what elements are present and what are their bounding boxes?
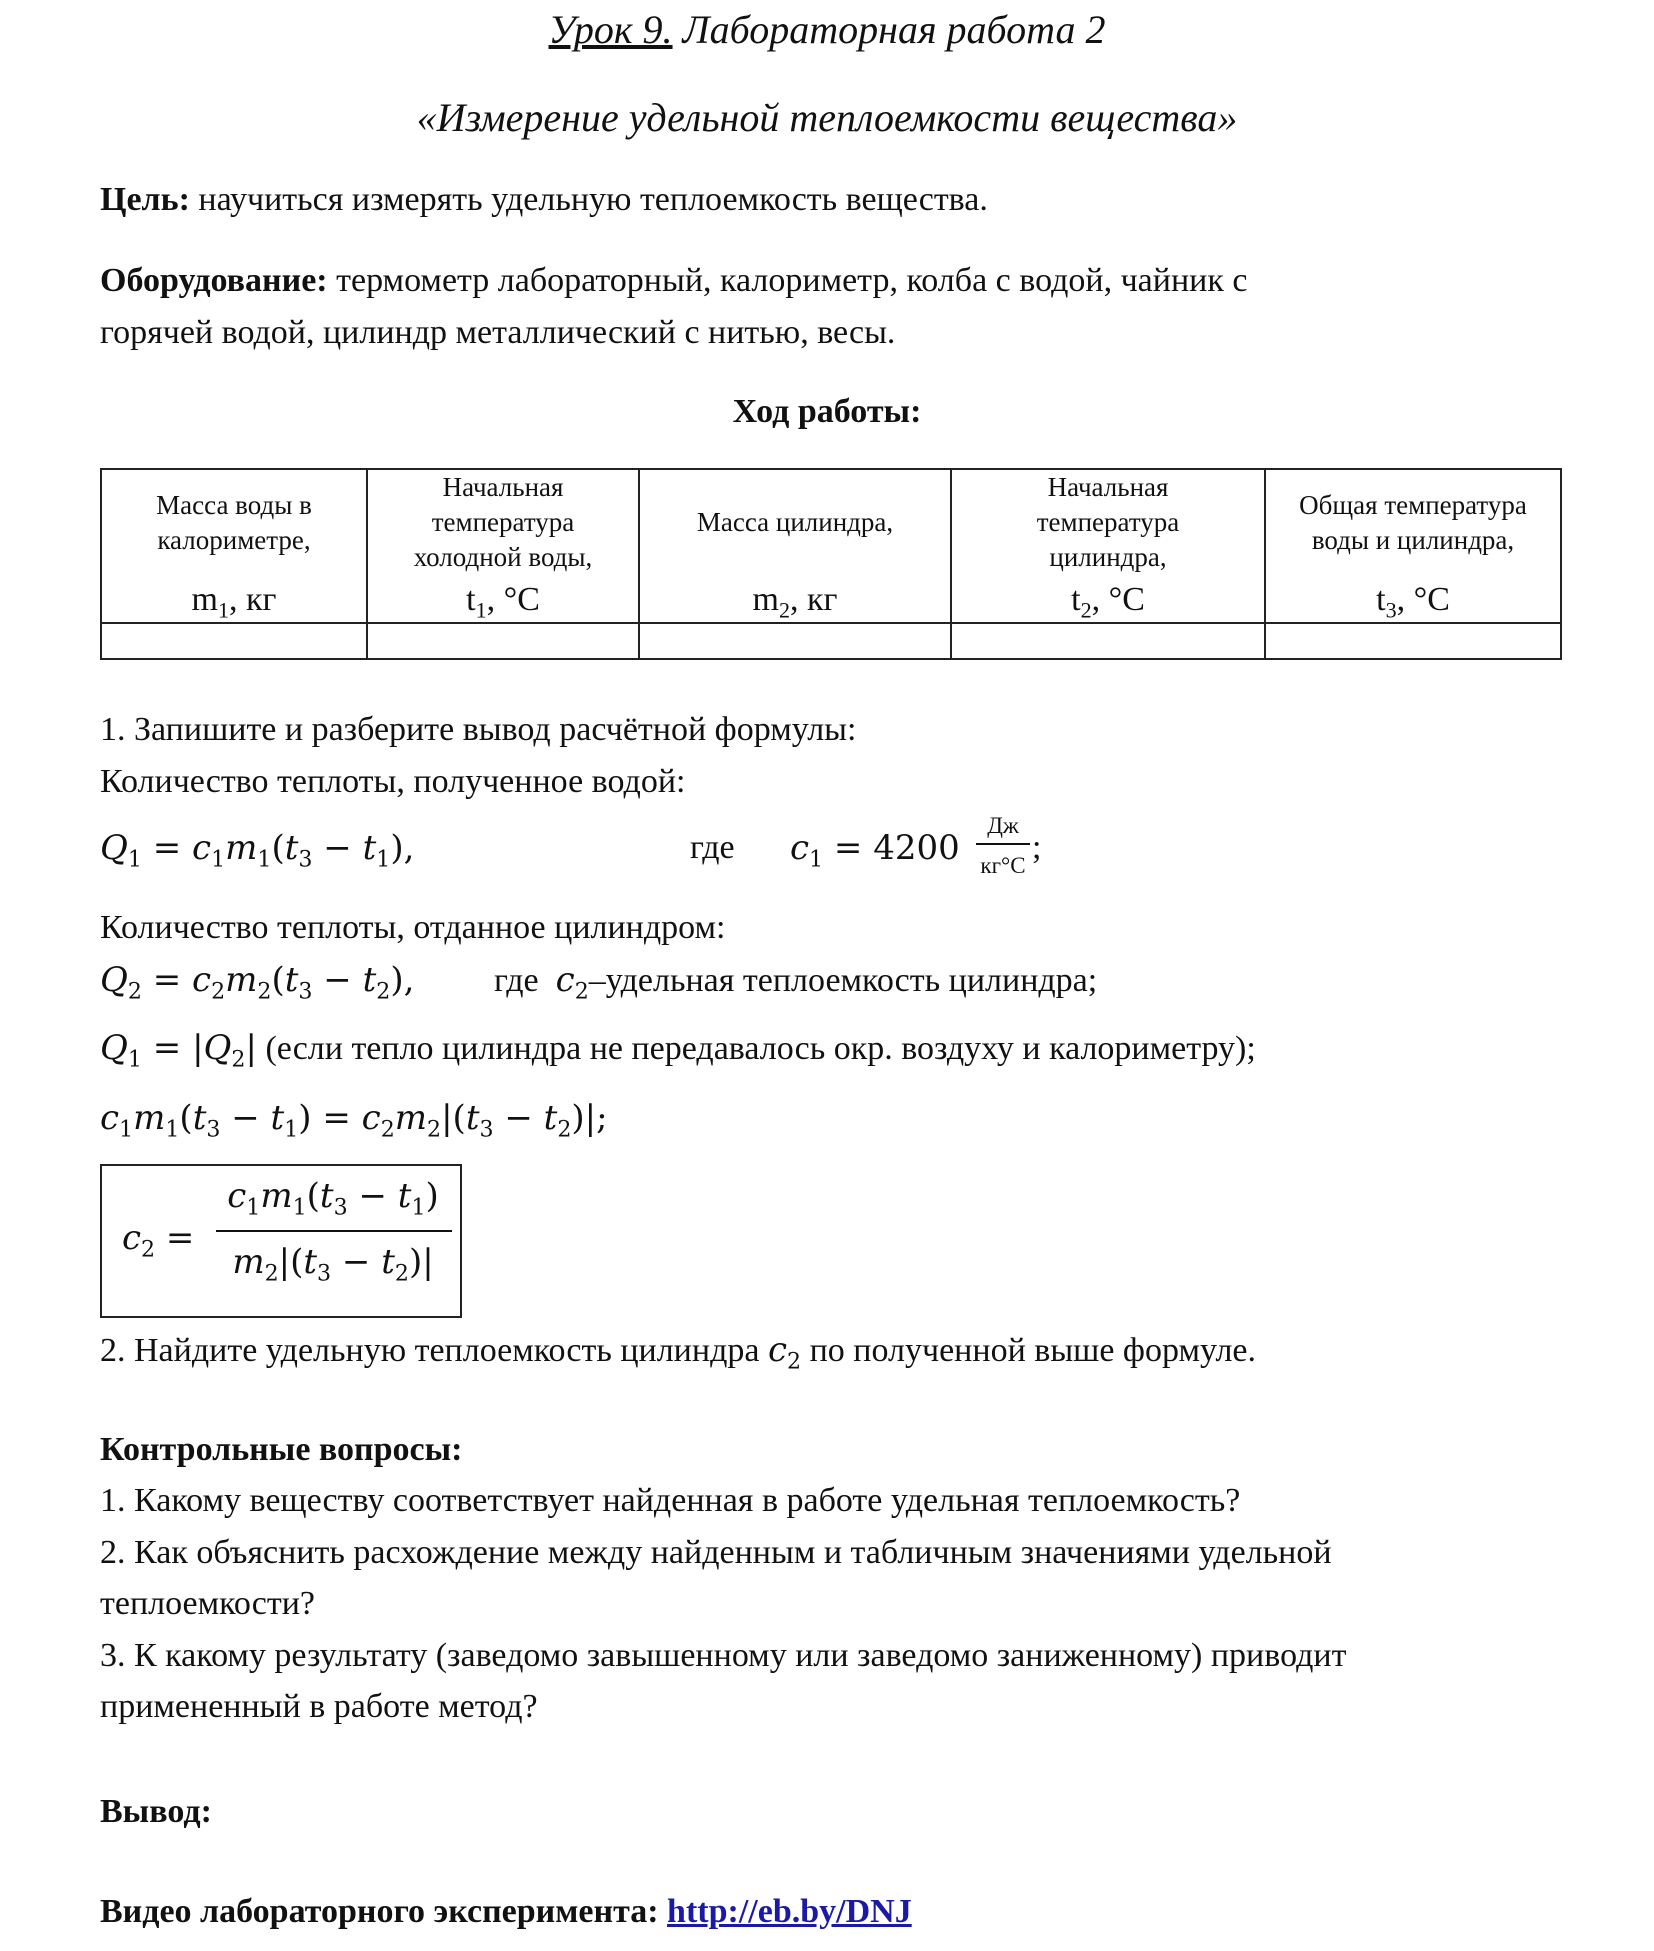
step1-title: 1. Запишите и разберите вывод расчётной формулы: [100, 711, 857, 748]
col-cold-water-temp: Начальная температура холодной воды, $t_1$, °С [367, 469, 639, 623]
table-cell[interactable] [951, 623, 1265, 659]
where-label: где [690, 829, 735, 866]
heat-balance-line: $Q_1 = |Q_2|$ (если тепло цилиндра не передавалось окр. воздуху и калориметру); [100, 1028, 1256, 1073]
lab-work-label: Лабораторная работа 2 [672, 7, 1106, 52]
c1-unit-fraction-line [976, 843, 1030, 845]
final-formula-lhs: $c_2$ = [122, 1218, 195, 1263]
measurements-table [100, 468, 1562, 660]
table-row [101, 623, 1561, 659]
table-cell[interactable] [639, 623, 951, 659]
col-cylinder-initial-temp: Начальная температура цилиндра, $t_2$, °С [951, 469, 1265, 623]
formula-c1: $c_1 = 4200$ [790, 828, 960, 873]
equation-expanded: $c_1m_1(t_3 - t_1) = c_2m_2|(t_3 - t_2)|$; [100, 1098, 608, 1143]
heat-given-label: Количество теплоты, отданное цилиндром: [100, 909, 726, 946]
question-3-line-2: примененный в работе метод? [100, 1688, 538, 1725]
table-cell[interactable] [1265, 623, 1561, 659]
final-formula-denominator: $m_2|(t_3 - t_2)|$ [232, 1242, 434, 1287]
equipment-label: Оборудование: [100, 262, 328, 299]
procedure-heading: Ход работы: [732, 393, 922, 430]
conclusion-heading: Вывод: [100, 1793, 212, 1830]
question-2-line-2: теплоемкости? [100, 1585, 316, 1622]
equipment-line-2: горячей водой, цилиндр металлический с нитью, весы. [100, 314, 896, 351]
goal-text: научиться измерять удельную теплоемкость вещества. [189, 181, 988, 218]
c1-unit-denominator: кг°С [980, 853, 1026, 878]
goal-line [100, 180, 988, 220]
c1-semicolon: ; [1032, 829, 1042, 866]
c1-unit-numerator: Дж [987, 813, 1019, 838]
table-cell[interactable] [367, 623, 639, 659]
col-water-mass: Масса воды в калориметре, $m_1$, кг [101, 469, 367, 623]
lesson-title [0, 6, 1654, 54]
question-3-line-1: 3. К какому результату (заведомо завышенному или заведомо заниженному) приводит [100, 1637, 1347, 1674]
final-formula-numerator: $c_1m_1(t_3 - t_1)$ [227, 1176, 439, 1221]
c2-definition: где $c_2$–удельная теплоемкость цилиндра; [494, 960, 1098, 1005]
lesson-number: Урок 9. [548, 7, 673, 52]
heat-received-label: Количество теплоты, полученное водой: [100, 763, 686, 800]
lab-subtitle: «Измерение удельной теплоемкости вещества» [416, 95, 1238, 140]
step2-line: 2. Найдите удельную теплоемкость цилиндра $c_2$ по полученной выше формуле. [100, 1330, 1257, 1375]
formula-q2-line: $Q_2 = c_2m_2(t_3 - t_2)$, [100, 960, 415, 1005]
final-formula-box [100, 1164, 462, 1318]
final-formula-fraction-line [216, 1230, 452, 1232]
col-final-temp: Общая температура воды и цилиндра, $t_3$, °С [1265, 469, 1561, 623]
equipment-line-1 [100, 261, 1247, 301]
goal-label: Цель: [100, 181, 190, 218]
formula-q1: $Q_1 = c_1m_1(t_3 - t_1)$, [100, 828, 415, 873]
equipment-text-1: термометр лабораторный, калориметр, колба с водой, чайник с [327, 262, 1248, 299]
col-cylinder-mass: Масса цилиндра, $m_2$, кг [639, 469, 951, 623]
question-1: 1. Какому веществу соответствует найденная в работе удельная теплоемкость? [100, 1482, 1241, 1519]
question-2-line-1: 2. Как объяснить расхождение между найденным и табличным значениями удельной [100, 1534, 1332, 1571]
table-header-row [101, 469, 1561, 623]
table-cell[interactable] [101, 623, 367, 659]
video-line [100, 1892, 912, 1932]
video-link[interactable]: http://eb.by/DNJ [667, 1893, 912, 1930]
video-label: Видео лабораторного эксперимента: [100, 1893, 659, 1930]
questions-heading: Контрольные вопросы: [100, 1431, 463, 1468]
